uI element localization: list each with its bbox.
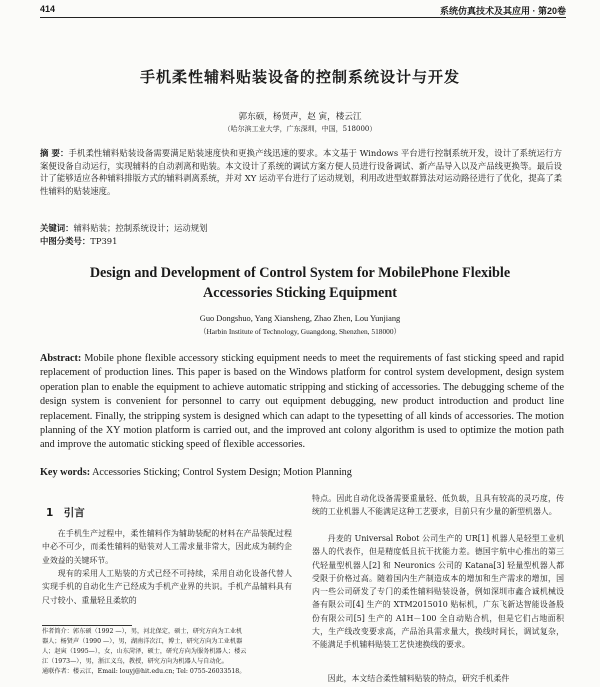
cn-clc	[40, 235, 562, 248]
author-footnote	[42, 627, 292, 677]
en-keywords-label: Key words:	[40, 467, 91, 478]
en-keywords	[40, 466, 564, 480]
cn-keywords	[40, 222, 562, 235]
cn-affiliation: （哈尔滨工业大学，广东深圳，中国，518000）	[223, 125, 377, 133]
cn-title: 手机柔性辅料贴装设备的控制系统设计与开发	[139, 68, 460, 86]
en-title-line-1: Design and Development of Control System for MobilePhone Flexible	[89, 265, 511, 281]
footnote-line-4: 江（1973—），男，浙江义乌，教授，研究方向为机器人与自动化。	[42, 658, 228, 665]
cn-clc-text: TP391	[90, 236, 118, 246]
cn-clc-label: 中图分类号：	[40, 236, 91, 246]
en-title	[0, 263, 600, 303]
footnote-rule	[42, 625, 132, 626]
cn-abstract-text: 手机柔性辅料贴装设备需要满足贴装速度快和更换产线迅速的要求。本文基于 Windows 平台进行控制系统开发，设计了系统运行方案便设备自动运行，实现辅料的自动剥离和贴装。本文设计了系统的调试方案方便人员进行设备调试、新产品导入以及产品线更换等。最后设计了能够适应各种辅料排版方式的辅料剥离系统，并对 XY 运动平台进行了运动规划，利用改进型蚁群算法对运动路径进行了优化，提高了柔性辅料的贴装速度。	[40, 148, 562, 196]
cn-keywords-text: 辅料贴装；控制系统设计；运动规划	[73, 223, 208, 233]
section-1-paragraph-1: 在手机生产过程中，柔性辅料作为辅助装配的材料在产品装配过程中必不可少，而柔性辅料的贴装对人工需求量非常大，因此成为制约企业效益的关键环节。	[42, 529, 292, 565]
en-keywords-text: Accessories Sticking; Control System Design; Motion Planning	[90, 467, 352, 478]
right-column-paragraph-2: 丹麦的 Universal Robot 公司生产的 UR[1] 机器人是轻型工业机器人的代表作，但是精度低且抗干扰能力差。德国宇航中心推出的第三代轻量型机器人[2] 和 Neuronics 公司的 Katana[3] 轻量型机器人都受限于价格过高。随着国内生产制造成本的增加和生产需求的增加，国内一些公司研发了专门的柔性辅料贴装设备，例如深圳市鑫合诚机械设备有限公司[4] 生产的 XTM2015010 贴标机，广东飞新达智能设备股份有限公司[5] 生产的 A1H－100 全自动贴合机，但是它们占地面积大，生产线改变要求高，产品治具需求量大，换线时间长，调试复杂，不能满足手机辅料贴装工艺快速换线的要求。	[312, 534, 564, 650]
cn-keywords-label: 关键词：	[40, 223, 74, 233]
page-number: 414	[40, 4, 56, 14]
cn-abstract	[40, 147, 562, 197]
footnote-line-2: 器人；杨贤声（1990 —），男，湖南洋次江，博士，研究方向为工业机器	[42, 638, 243, 645]
right-column-paragraph-3: 因此，本文结合柔性辅料贴装的特点，研究手机柔件	[327, 674, 510, 683]
en-abstract-text: Mobile phone flexible accessory sticking equipment needs to meet the requirements of fast sticking speed and rapid replacement of production lines. This paper is based on the Windows platform for control system development, design system operation plan to enable the equipment to achieve automatic stripping and sticking of accessories. The debugging scheme of the design system is convenient for personnel to carry out equipment debugging, new product introduction and product line replacement. Finally, the stripping system is designed which can adapt to the typesetting of all kinds of accessories. The motion planning of the XY motion platform is carried out, and the improved ant colony algorithm is used to optimize the motion path and improve the automatic sticking speed of flexible accessories.	[40, 353, 564, 451]
right-column-paragraph-1: 特点。因此自动化设备需要重量轻、低负载，且具有较高的灵巧度，传统的工业机器人不能满足这种工艺要求，目前只有少量的新型机器人。	[312, 494, 564, 517]
en-authors: Guo Dongshuo, Yang Xiansheng, Zhao Zhen, Lou Yunjiang	[199, 314, 401, 323]
cn-authors: 郭东硕，杨贤声，赵 寅，楼云江	[238, 112, 362, 122]
en-abstract	[40, 352, 564, 453]
footnote-line-1: 作者简介：郭东硕（1992 —），男，河北保定，硕士，研究方向为工业机	[42, 628, 243, 635]
cn-abstract-label: 摘 要：	[40, 148, 69, 158]
section-1-paragraph-2: 现有的采用人工贴装的方式已经不可持续，采用自动化设备代替人实现手机的自动化生产已经成为手机产业界的共识。手机产品辅料具有尺寸较小、重量轻且柔软的	[42, 569, 292, 605]
en-affiliation: （Harbin Institute of Technology, Guangdong, Shenzhen, 518000）	[199, 327, 401, 336]
section-1-heading: 1 引言	[46, 507, 85, 519]
en-abstract-label: Abstract:	[40, 353, 82, 364]
en-title-line-2: Accessories Sticking Equipment	[203, 285, 397, 301]
journal-header: 系统仿真技术及其应用 · 第20卷	[439, 6, 566, 16]
footnote-line-3: 人；赵寅（1995—），女，山东菏泽，硕士，研究方向为服务机器人；楼云	[42, 648, 247, 655]
footnote-line-5: 通联作者：楼云江，Email: louyj@hit.edu.cn; Tel: 0755-26033518。	[42, 668, 246, 675]
header-rule	[40, 17, 566, 18]
